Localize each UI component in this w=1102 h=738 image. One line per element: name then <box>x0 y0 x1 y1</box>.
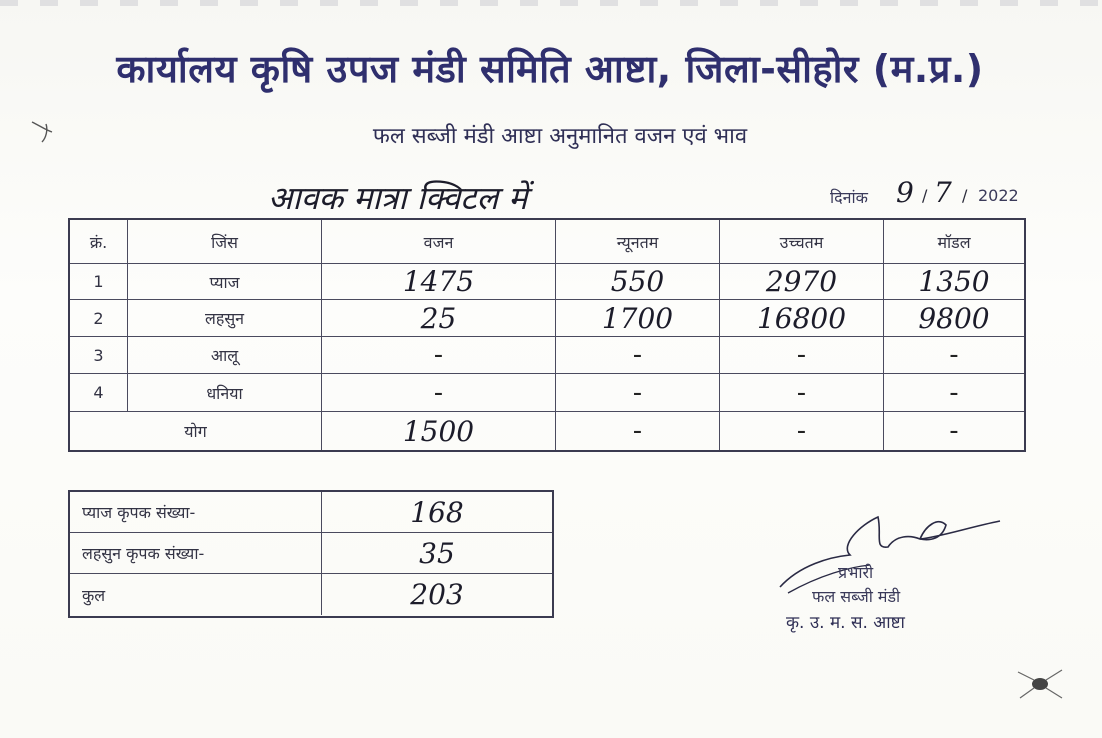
model-value: 1350 <box>918 265 990 298</box>
model-value: - <box>949 340 959 370</box>
row-weight <box>322 264 556 299</box>
table-row <box>70 337 1024 374</box>
max-value: - <box>796 340 807 370</box>
row-model <box>884 337 1024 373</box>
min-value: 1700 <box>601 301 674 335</box>
row-sno: 2 <box>70 300 128 336</box>
total-max-value: - <box>796 416 807 446</box>
farmer-label: लहसुन कृपक संख्या- <box>70 533 322 573</box>
table-row <box>70 264 1024 300</box>
min-value: - <box>632 340 643 370</box>
row-item: लहसुन <box>128 300 322 336</box>
pen-mark <box>28 110 68 150</box>
header-min: न्यूनतम <box>556 220 720 263</box>
date-month: 7 <box>934 176 952 209</box>
header-weight: वजन <box>322 220 556 263</box>
model-value: - <box>949 377 959 408</box>
row-max <box>720 264 884 299</box>
max-value: - <box>796 377 807 408</box>
weight-value: 25 <box>420 301 457 335</box>
header-sno: क्रं. <box>70 220 128 263</box>
row-sno: 4 <box>70 374 128 411</box>
row-item: आलू <box>128 337 322 373</box>
office-title: कार्यालय कृषि उपज मंडी समिति आष्टा, जिला-सीहोर (म.प्र.) <box>116 47 984 91</box>
min-value: 550 <box>610 265 665 298</box>
model-value: 9800 <box>918 301 990 335</box>
total-max <box>720 412 884 450</box>
torn-top-edge <box>0 0 1102 6</box>
row-model <box>884 300 1024 336</box>
total-weight-value: 1500 <box>402 414 475 448</box>
min-value: - <box>632 377 643 408</box>
farmer-label: प्याज कृपक संख्या- <box>70 492 322 532</box>
row-item: धनिया <box>128 374 322 411</box>
weight-value: 1475 <box>402 265 475 298</box>
date-year: 2022 <box>978 186 1019 205</box>
row-model <box>884 264 1024 299</box>
max-value: 2970 <box>765 265 838 298</box>
table-header-row <box>70 220 1024 264</box>
max-value: 16800 <box>756 301 847 335</box>
row-max <box>720 337 884 373</box>
row-sno: 1 <box>70 264 128 299</box>
row-min <box>556 337 720 373</box>
date-label: दिनांक <box>830 188 868 207</box>
farmer-count: 35 <box>419 536 455 570</box>
fly-speck <box>1012 660 1068 704</box>
officer-office: फल सब्जी मंडी <box>812 587 901 606</box>
row-min <box>556 374 720 411</box>
date-day: 9 <box>896 176 914 209</box>
date-separator: / <box>962 186 968 205</box>
weight-value: - <box>433 340 444 370</box>
total-weight <box>322 412 556 450</box>
header-item: जिंस <box>128 220 322 263</box>
handwritten-heading: आवक मात्रा क्विटल में <box>268 179 528 217</box>
header-model: मॉडल <box>937 232 971 252</box>
farmer-count-table <box>68 490 554 618</box>
table-row <box>70 300 1024 337</box>
date-separator: / <box>922 186 928 205</box>
farmer-row <box>70 533 552 574</box>
officer-title: प्रभारी <box>838 563 874 582</box>
total-label: योग <box>70 412 322 450</box>
farmer-row <box>70 492 552 533</box>
farmer-total-label: कुल <box>70 574 322 615</box>
row-max <box>720 300 884 336</box>
total-model-value: - <box>949 416 959 446</box>
farmer-total-count: 203 <box>410 578 464 611</box>
row-item: प्याज <box>128 264 322 299</box>
farmer-count: 168 <box>410 495 464 529</box>
report-subtitle: फल सब्जी मंडी आष्टा अनुमानित वजन एवं भाव <box>372 124 748 149</box>
row-weight <box>322 337 556 373</box>
table-row <box>70 374 1024 412</box>
row-min <box>556 264 720 299</box>
row-weight <box>322 374 556 411</box>
farmer-row-total <box>70 574 552 615</box>
officer-place: कृ. उ. म. स. आष्टा <box>786 613 905 633</box>
signature-scribble <box>770 505 1010 595</box>
total-min <box>556 412 720 450</box>
weight-value: - <box>433 377 444 408</box>
row-min <box>556 300 720 336</box>
total-row <box>70 412 1024 450</box>
row-sno: 3 <box>70 337 128 373</box>
header-max: उच्चतम <box>720 220 884 263</box>
total-min-value: - <box>632 416 643 446</box>
row-model <box>884 374 1024 411</box>
row-weight <box>322 300 556 336</box>
row-max <box>720 374 884 411</box>
total-model <box>884 412 1024 450</box>
price-table <box>68 218 1026 452</box>
